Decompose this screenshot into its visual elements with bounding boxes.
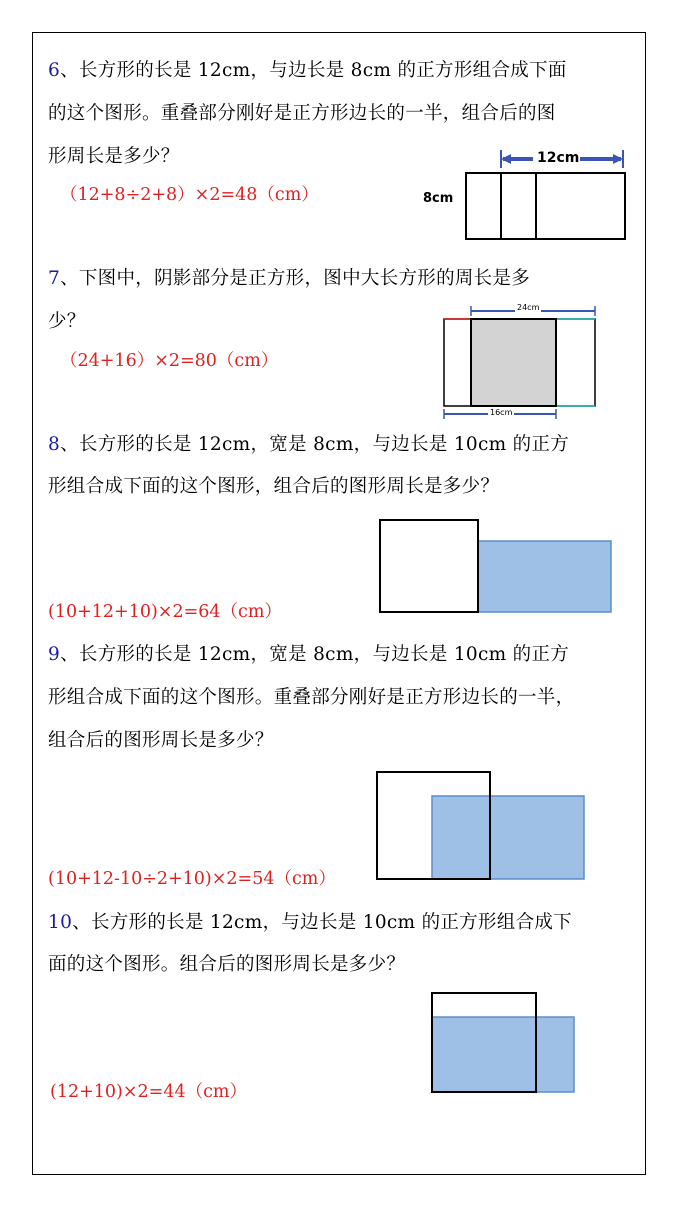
q6-answer: （12+8÷2+8）×2=48（cm） bbox=[60, 185, 319, 205]
q6-label-12cm: 12cm bbox=[537, 150, 580, 166]
q9-line-3: 组合后的图形周长是多少？ bbox=[48, 730, 274, 751]
q9-line-2: 形组合成下面的这个图形。重叠部分刚好是正方形边长的一半， bbox=[48, 687, 575, 708]
q8-line-1: 8、长方形的长是 12cm，宽是 8cm，与边长是 10cm 的正方 bbox=[48, 434, 570, 455]
q9-line-1: 9、长方形的长是 12cm，宽是 8cm，与边长是 10cm 的正方 bbox=[48, 644, 570, 665]
q7-figure bbox=[438, 300, 603, 422]
q8-square bbox=[380, 520, 478, 612]
q10-blue-rectangle bbox=[432, 1017, 574, 1092]
q7-shaded-square bbox=[471, 319, 556, 406]
q6-label-8cm: 8cm bbox=[423, 191, 454, 206]
q10-line-2: 面的这个图形。组合后的图形周长是多少？ bbox=[48, 954, 406, 975]
q8-blue-rectangle bbox=[478, 541, 611, 612]
q7-label-16cm: 16cm bbox=[490, 408, 513, 417]
q6-line-1: 6、长方形的长是 12cm，与边长是 8cm 的正方形组合成下面 bbox=[48, 60, 567, 81]
q9-figure bbox=[372, 767, 592, 885]
q7-line-1: 7、下图中，阴影部分是正方形，图中大长方形的周长是多 bbox=[48, 268, 531, 289]
q9-answer: (10+12-10÷2+10)×2=54（cm） bbox=[48, 869, 336, 889]
q8-figure bbox=[375, 514, 620, 618]
q6-dim-arrow-left bbox=[501, 154, 511, 164]
q7-line-2: 少？ bbox=[48, 311, 86, 332]
q6-rectangle-outline bbox=[466, 173, 625, 239]
q10-figure bbox=[428, 989, 578, 1097]
q8-line-2: 形组合成下面的这个图形，组合后的图形周长是多少？ bbox=[48, 476, 500, 497]
q10-line-1: 10、长方形的长是 12cm，与边长是 10cm 的正方形组合成下 bbox=[48, 912, 572, 933]
q7-label-24cm: 24cm bbox=[517, 303, 540, 312]
q7-answer: （24+16）×2=80（cm） bbox=[60, 351, 279, 371]
q9-blue-rectangle bbox=[432, 796, 584, 879]
q6-line-3: 形周长是多少？ bbox=[48, 146, 180, 167]
q10-answer: (12+10)×2=44（cm） bbox=[50, 1082, 247, 1102]
q6-dim-arrow-right bbox=[613, 154, 623, 164]
q6-line-2: 的这个图形。重叠部分刚好是正方形边长的一半，组合后的图 bbox=[48, 103, 556, 124]
q8-answer: (10+12+10)×2=64（cm） bbox=[48, 602, 282, 622]
